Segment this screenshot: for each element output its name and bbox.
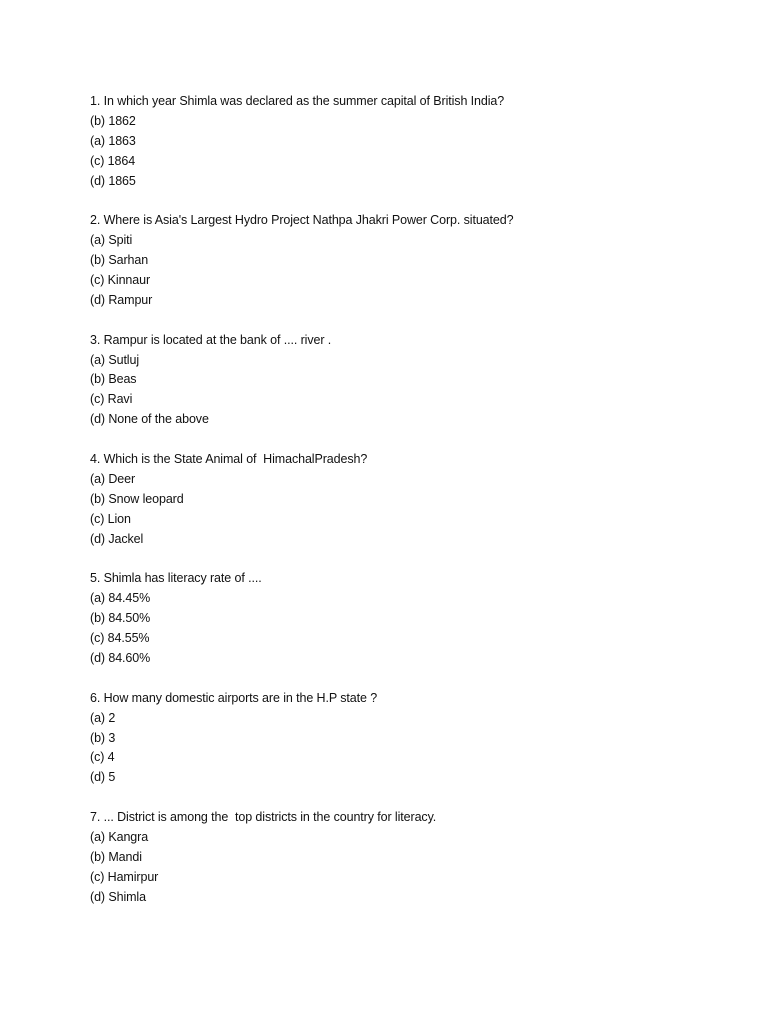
- option-line: (d) 5: [90, 770, 116, 785]
- option-line: (b) 3: [90, 730, 116, 745]
- question-4: [90, 450, 710, 549]
- option-line: (c) Kinnaur: [90, 273, 151, 288]
- option-line: (d) Rampur: [90, 292, 153, 307]
- option-line: (a) 1863: [90, 133, 136, 148]
- option-line: (c) 1864: [90, 153, 136, 168]
- option-line: (a) Deer: [90, 471, 136, 486]
- option-line: (c) Hamirpur: [90, 869, 159, 884]
- option-line: (a) 84.45%: [90, 591, 151, 606]
- option-line: (b) Mandi: [90, 849, 142, 864]
- question-5: [90, 569, 710, 668]
- option-line: (b) Snow leopard: [90, 491, 184, 506]
- option-line: (a) Sutluj: [90, 352, 140, 367]
- option-line: (b) Beas: [90, 372, 137, 387]
- question-text: 4. Which is the State Animal of HimachalPradesh?: [90, 452, 368, 467]
- question-3: [90, 331, 710, 430]
- option-line: (b) 84.50%: [90, 611, 151, 626]
- option-line: (d) None of the above: [90, 412, 209, 427]
- option-line: (a) 2: [90, 710, 116, 725]
- question-text: 3. Rampur is located at the bank of .... river .: [90, 332, 332, 347]
- option-line: (d) Jackel: [90, 531, 144, 546]
- option-line: (a) Spiti: [90, 233, 133, 248]
- question-6: [90, 689, 710, 788]
- question-text: 7. ... District is among the top districts in the country for literacy.: [90, 810, 437, 825]
- option-line: (c) 84.55%: [90, 631, 150, 646]
- question-1: [90, 92, 710, 191]
- question-list: [90, 92, 710, 927]
- option-line: (d) 1865: [90, 173, 136, 188]
- question-2: [90, 211, 710, 310]
- question-text: 1. In which year Shimla was declared as the summer capital of British India?: [90, 94, 505, 108]
- option-line: (a) Kangra: [90, 829, 149, 844]
- question-text: 2. Where is Asia's Largest Hydro Project Nathpa Jhakri Power Corp. situated?: [90, 213, 514, 228]
- option-line: (c) 4: [90, 750, 115, 765]
- question-7: [90, 808, 710, 907]
- option-line: (d) 84.60%: [90, 650, 151, 665]
- option-line: (d) Shimla: [90, 889, 146, 904]
- question-text: 6. How many domestic airports are in the H.P state ?: [90, 690, 378, 705]
- question-text: 5. Shimla has literacy rate of ....: [90, 571, 262, 586]
- option-line: (b) Sarhan: [90, 253, 149, 268]
- option-line: (b) 1862: [90, 113, 136, 128]
- option-line: (c) Lion: [90, 511, 131, 526]
- option-line: (c) Ravi: [90, 392, 133, 407]
